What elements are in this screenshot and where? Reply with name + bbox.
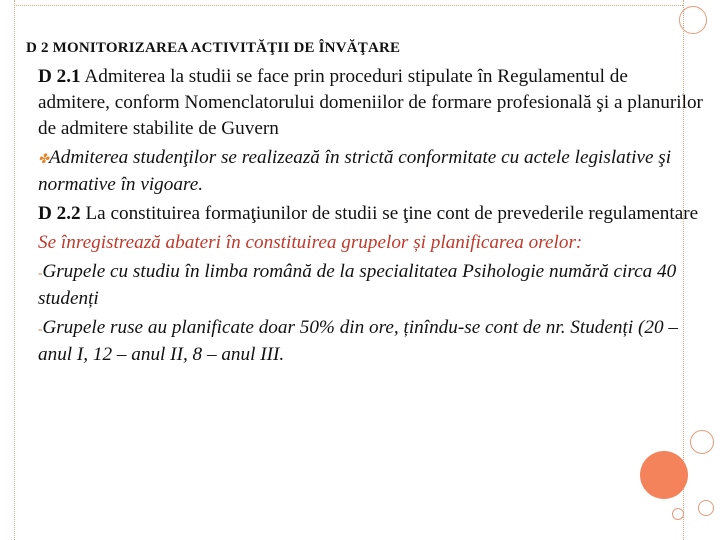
decorative-circle-outline <box>679 6 707 34</box>
paragraph-text: Grupele ruse au planificate doar 50% din ore, ținîndu-se cont de nr. Studenți (20 – anul I, 12 – anul II, 8 – anul III. <box>38 317 678 365</box>
paragraph-admission <box>38 64 703 142</box>
decorative-circle-filled <box>640 451 688 499</box>
section-code: D 2.1 <box>38 66 81 87</box>
frame-top-border <box>14 5 683 6</box>
dash-bullet: - <box>38 321 43 336</box>
slide-body <box>38 64 703 371</box>
decorative-circle-outline <box>672 508 684 520</box>
paragraph-text: La constituirea formaţiunilor de studii se ţine cont de prevederile regulamentare <box>80 203 699 224</box>
section-code: D 2.2 <box>38 203 81 224</box>
decorative-circle-outline <box>698 500 714 516</box>
paragraph-formations <box>38 201 703 227</box>
paragraph-conformity <box>38 145 703 198</box>
paragraph-text: Admiterea la studii se face prin proceduri stipulate în Regulamentul de admitere, conform Nomenclatorului domeniilor de formare profesională şi a planurilor de admitere stabilite de Guvern <box>38 66 703 139</box>
paragraph-romanian-groups <box>38 259 703 312</box>
frame-left-border <box>14 0 15 540</box>
paragraph-text: Admiterea studenţilor se realizează în strictă conformitate cu actele legislative şi normative în vigoare. <box>38 147 672 195</box>
paragraph-deviations: Se înregistrează abateri în constituirea grupelor și planificarea orelor: <box>38 232 583 253</box>
section-heading: D 2 MONITORIZAREA ACTIVITĂŢII DE ÎNVĂŢARE <box>26 40 401 56</box>
decorative-circle-outline <box>690 430 714 454</box>
paragraph-russian-groups <box>38 315 703 368</box>
dash-bullet: - <box>38 265 43 280</box>
paragraph-text: Grupele cu studiu în limba română de la specialitatea Psihologie numără circa 40 studenți <box>38 261 677 309</box>
diamond-bullet-icon: ✤ <box>38 151 49 166</box>
